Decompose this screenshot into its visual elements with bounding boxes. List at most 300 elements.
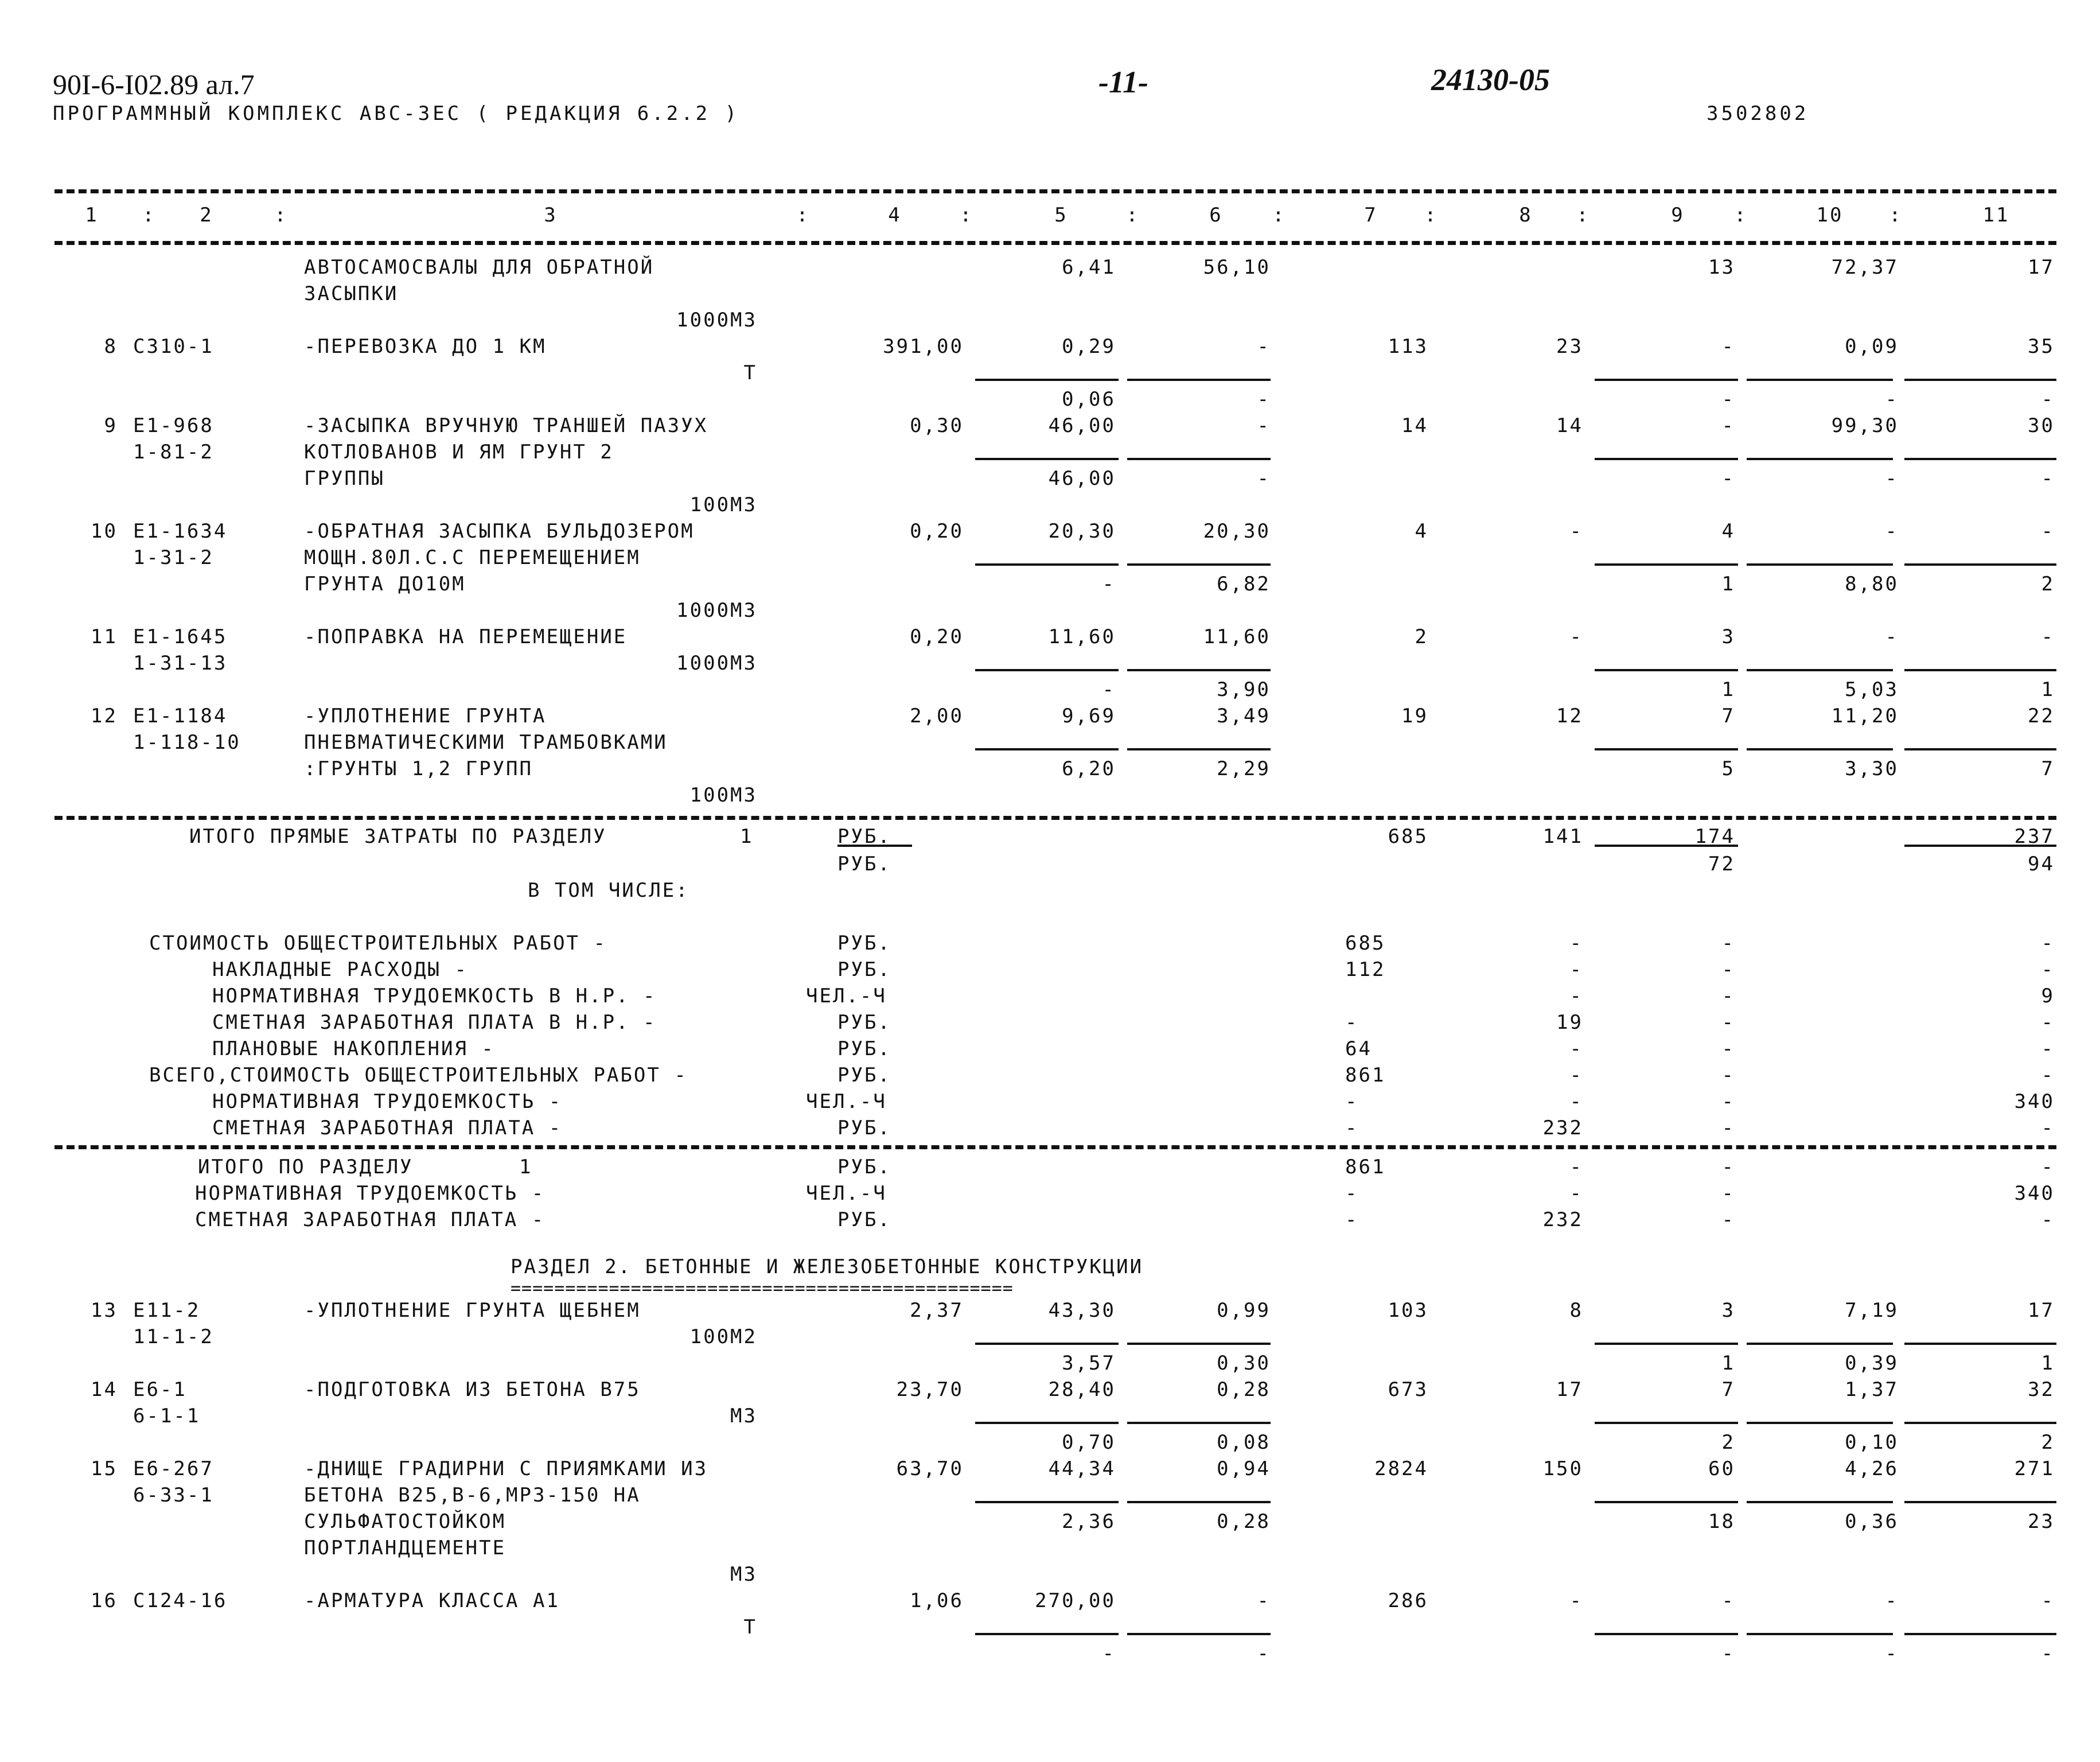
row-c7: 2824 <box>1374 1457 1428 1480</box>
row-c4: 1,06 <box>910 1589 964 1612</box>
column-separator: : <box>274 204 288 227</box>
column-separator: : <box>960 204 973 227</box>
row-c5: 270,00 <box>1035 1589 1116 1612</box>
row-unit: 100М3 <box>689 493 757 516</box>
row-c6: - <box>1257 335 1271 358</box>
row-c2: Е1-968 <box>133 414 214 437</box>
row-c1: 9 <box>104 414 118 437</box>
section-total-unit: РУБ. <box>837 1208 891 1231</box>
row-unit: 100М2 <box>689 1325 757 1348</box>
row-c9: 1 <box>1721 678 1735 701</box>
value-underline-1 <box>1127 1501 1271 1503</box>
breakdown-c7: - <box>1345 1090 1359 1113</box>
row-c5: 46,00 <box>1048 467 1116 490</box>
breakdown-c11: 340 <box>2014 1090 2055 1113</box>
breakdown-label: ВСЕГО,СТОИМОСТЬ ОБЩЕСТРОИТЕЛЬНЫХ РАБОТ - <box>149 1064 688 1087</box>
row-c8: 150 <box>1542 1457 1583 1480</box>
breakdown-unit: РУБ. <box>837 932 891 955</box>
column-header-2: 2 <box>200 204 213 227</box>
row-unit: Т <box>743 1616 757 1639</box>
section-total-c8: - <box>1569 1182 1583 1205</box>
row-c10: - <box>1885 520 1899 543</box>
row-c8: - <box>1569 1589 1583 1612</box>
row-unit: 100М3 <box>689 784 757 807</box>
row-c9: 1 <box>1721 1352 1735 1375</box>
row-c7: 673 <box>1388 1378 1428 1401</box>
row-c9: - <box>1721 1589 1735 1612</box>
section-total-label: СМЕТНАЯ ЗАРАБОТНАЯ ПЛАТА - <box>195 1208 546 1231</box>
row-c8: 8 <box>1569 1299 1583 1322</box>
section-2-title: РАЗДЕЛ 2. БЕТОННЫЕ И ЖЕЛЕЗОБЕТОННЫЕ КОНСТРУКЦИИ <box>511 1255 1144 1278</box>
row-c11: - <box>2041 388 2055 411</box>
row-c8: 14 <box>1556 414 1583 437</box>
row-unit: 1000М3 <box>676 599 757 622</box>
row-c6: 0,28 <box>1217 1510 1271 1533</box>
row-c3-description: -УПЛОТНЕНИЕ ГРУНТА ЩЕБНЕМ <box>304 1299 641 1322</box>
row-c8: - <box>1569 520 1583 543</box>
column-separator: : <box>1126 204 1140 227</box>
breakdown-c9: - <box>1721 1064 1735 1087</box>
row-c3-description: ГРУППЫ <box>304 467 385 490</box>
row-c10: 72,37 <box>1831 256 1899 279</box>
breakdown-c8: - <box>1569 932 1583 955</box>
breakdown-c7: - <box>1345 1011 1359 1034</box>
breakdown-unit: РУБ. <box>837 1011 891 1034</box>
row-c5: 6,41 <box>1062 256 1116 279</box>
section-total-unit: РУБ. <box>837 1156 891 1178</box>
row-c10: 3,30 <box>1845 757 1899 780</box>
row-c4: 0,20 <box>910 520 964 543</box>
row-c11: 17 <box>2028 256 2055 279</box>
row-unit: 1000М3 <box>676 652 757 675</box>
section-total-c7: 861 <box>1345 1156 1386 1178</box>
row-c4: 0,30 <box>910 414 964 437</box>
row-c3-description: ЗАСЫПКИ <box>304 282 399 305</box>
row-c10: 0,39 <box>1845 1352 1899 1375</box>
row-c10: - <box>1885 625 1899 648</box>
section-total-c9: - <box>1721 1208 1735 1231</box>
row-c10: 7,19 <box>1845 1299 1899 1322</box>
row-c11: 1 <box>2041 678 2055 701</box>
header-rule-bottom <box>54 241 2056 245</box>
row-c2: 1-31-13 <box>133 652 228 675</box>
breakdown-unit: ЧЕЛ.-Ч <box>806 985 887 1008</box>
breakdown-unit: РУБ. <box>837 1064 891 1087</box>
row-c11: 271 <box>2014 1457 2055 1480</box>
row-c10: 99,30 <box>1831 414 1899 437</box>
row-c11: - <box>2041 625 2055 648</box>
row-c11: 2 <box>2041 573 2055 596</box>
row-unit: М3 <box>730 1563 757 1586</box>
row-c9: 3 <box>1721 625 1735 648</box>
row-c9: 60 <box>1708 1457 1735 1480</box>
row-c9: - <box>1721 335 1735 358</box>
column-header-3: 3 <box>544 204 558 227</box>
row-unit: М3 <box>730 1405 757 1428</box>
row-c8: 12 <box>1556 705 1583 728</box>
value-underline-4 <box>1904 1343 2056 1345</box>
breakdown-c9: - <box>1721 1117 1735 1139</box>
row-c1: 8 <box>104 335 118 358</box>
row-c5: 44,34 <box>1048 1457 1116 1480</box>
value-underline-0 <box>975 669 1119 671</box>
value-underline-3 <box>1747 1501 1893 1503</box>
breakdown-c9: - <box>1721 958 1735 981</box>
row-c2: 1-118-10 <box>133 731 241 754</box>
row-c4: 2,00 <box>910 705 964 728</box>
total-underline <box>1904 845 2056 847</box>
row-c5: - <box>1102 1642 1116 1665</box>
value-underline-0 <box>975 1343 1119 1345</box>
row-c3-description: ГРУНТА ДО10М <box>304 573 466 596</box>
section-total-label: ИТОГО ПО РАЗДЕЛУ <box>198 1156 414 1178</box>
row-c6: 0,28 <box>1217 1378 1271 1401</box>
breakdown-c7: 685 <box>1345 932 1386 955</box>
row-c3-description: СУЛЬФАТОСТОЙКОМ <box>304 1510 507 1533</box>
row-c2: Е1-1184 <box>133 705 228 728</box>
row-unit: 1000М3 <box>676 309 757 332</box>
row-c1: 12 <box>91 705 118 728</box>
breakdown-label: СМЕТНАЯ ЗАРАБОТНАЯ ПЛАТА - <box>212 1117 563 1139</box>
row-c5: 11,60 <box>1048 625 1116 648</box>
row-c4: 2,37 <box>910 1299 964 1322</box>
row-c10: - <box>1885 388 1899 411</box>
column-separator: : <box>142 204 156 227</box>
column-header-9: 9 <box>1671 204 1685 227</box>
section-total-c8: 232 <box>1542 1208 1583 1231</box>
row-c6: 0,94 <box>1217 1457 1271 1480</box>
row-c6: - <box>1257 1642 1271 1665</box>
row-c7: 4 <box>1415 520 1428 543</box>
breakdown-unit: РУБ. <box>837 1037 891 1060</box>
column-header-10: 10 <box>1816 204 1844 227</box>
column-separator: : <box>1576 204 1590 227</box>
row-c2: Е1-1645 <box>133 625 228 648</box>
breakdown-unit: РУБ. <box>837 1117 891 1139</box>
column-header-11: 11 <box>1982 204 2010 227</box>
row-unit: Т <box>743 361 757 384</box>
row-c3-description: -УПЛОТНЕНИЕ ГРУНТА <box>304 705 547 728</box>
breakdown-c9: - <box>1721 985 1735 1008</box>
value-underline-1 <box>1127 563 1271 566</box>
row-c9: 3 <box>1721 1299 1735 1322</box>
section-total-c7: - <box>1345 1208 1359 1231</box>
row-c7: 14 <box>1401 414 1428 437</box>
column-separator: : <box>1734 204 1748 227</box>
row-c10: 8,80 <box>1845 573 1899 596</box>
column-separator: : <box>1424 204 1438 227</box>
row-c6: - <box>1257 467 1271 490</box>
breakdown-c8: - <box>1569 1064 1583 1087</box>
value-underline-3 <box>1747 563 1893 566</box>
breakdown-c8: - <box>1569 958 1583 981</box>
column-separator: : <box>1889 204 1903 227</box>
row-c6: 3,49 <box>1217 705 1271 728</box>
column-header-7: 7 <box>1364 204 1378 227</box>
document-number: 24130-05 <box>1431 63 1550 97</box>
breakdown-c7: - <box>1345 1117 1359 1139</box>
row-c9: 2 <box>1721 1431 1735 1454</box>
row-c11: 1 <box>2041 1352 2055 1375</box>
row-c11: 22 <box>2028 705 2055 728</box>
row-c4: 63,70 <box>896 1457 964 1480</box>
section-total-c7: - <box>1345 1182 1359 1205</box>
row-c5: 6,20 <box>1062 757 1116 780</box>
breakdown-label: СМЕТНАЯ ЗАРАБОТНАЯ ПЛАТА В Н.Р. - <box>212 1011 657 1034</box>
row-c3-description: -ДНИЩЕ ГРАДИРНИ С ПРИЯМКАМИ ИЗ <box>304 1457 708 1480</box>
row-c5: 2,36 <box>1062 1510 1116 1533</box>
breakdown-unit: ЧЕЛ.-Ч <box>806 1090 887 1113</box>
value-underline-2 <box>1595 1422 1738 1424</box>
breakdown-c9: - <box>1721 932 1735 955</box>
value-underline-2 <box>1595 748 1738 750</box>
breakdown-c9: - <box>1721 1090 1735 1113</box>
value-underline-0 <box>975 1501 1119 1503</box>
value-underline-0 <box>975 458 1119 460</box>
total-c11: 237 <box>2014 825 2055 848</box>
row-c7: 2 <box>1415 625 1428 648</box>
row-c9: - <box>1721 467 1735 490</box>
row-c6: - <box>1257 388 1271 411</box>
row-c1: 16 <box>91 1589 118 1612</box>
column-header-1: 1 <box>85 204 99 227</box>
section-total-label: НОРМАТИВНАЯ ТРУДОЕМКОСТЬ - <box>195 1182 546 1205</box>
row-c3-description: -ОБРАТНАЯ ЗАСЫПКА БУЛЬДОЗЕРОМ <box>304 520 695 543</box>
page-number: -11- <box>1098 65 1148 99</box>
value-underline-2 <box>1595 458 1738 460</box>
row-c7: 113 <box>1388 335 1428 358</box>
row-c5: 9,69 <box>1062 705 1116 728</box>
row-c5: - <box>1102 678 1116 701</box>
row-c10: 1,37 <box>1845 1378 1899 1401</box>
value-underline-2 <box>1595 1501 1738 1503</box>
row-c1: 15 <box>91 1457 118 1480</box>
section-total-c11: 340 <box>2014 1182 2055 1205</box>
row-c7: 286 <box>1388 1589 1428 1612</box>
row-c6: 3,90 <box>1217 678 1271 701</box>
breakdown-c8: 232 <box>1542 1117 1583 1139</box>
row-c9: 5 <box>1721 757 1735 780</box>
row-c3-description: :ГРУНТЫ 1,2 ГРУПП <box>304 757 533 780</box>
row-c3-description: -ЗАСЫПКА ВРУЧНУЮ ТРАНШЕЙ ПАЗУХ <box>304 414 708 437</box>
value-underline-4 <box>1904 458 2056 460</box>
row-c11: 2 <box>2041 1431 2055 1454</box>
total-c8: 141 <box>1542 825 1583 848</box>
column-separator: : <box>796 204 810 227</box>
breakdown-c11: - <box>2041 1011 2055 1034</box>
row-c8: 23 <box>1556 335 1583 358</box>
total-c11-2: 94 <box>2028 853 2055 876</box>
row-c6: 6,82 <box>1217 573 1271 596</box>
including-label: В ТОМ ЧИСЛЕ: <box>528 879 689 902</box>
value-underline-4 <box>1904 748 2056 750</box>
row-c3-description: ПОРТЛАНДЦЕМЕНТЕ <box>304 1537 507 1559</box>
row-c2: Е6-267 <box>133 1457 214 1480</box>
row-c5: 20,30 <box>1048 520 1116 543</box>
row-c9: - <box>1721 414 1735 437</box>
total-c9: 174 <box>1694 825 1735 848</box>
breakdown-c11: - <box>2041 1037 2055 1060</box>
column-header-5: 5 <box>1054 204 1068 227</box>
row-c3-description: ПНЕВМАТИЧЕСКИМИ ТРАМБОВКАМИ <box>304 731 668 754</box>
value-underline-1 <box>1127 379 1271 381</box>
row-c2: 1-31-2 <box>133 546 214 569</box>
row-c8: - <box>1569 625 1583 648</box>
breakdown-c8: - <box>1569 985 1583 1008</box>
row-c11: - <box>2041 1589 2055 1612</box>
row-c5: 0,70 <box>1062 1431 1116 1454</box>
totals-rule <box>54 816 2056 820</box>
breakdown-c11: - <box>2041 1064 2055 1087</box>
breakdown-c8: - <box>1569 1090 1583 1113</box>
row-c2: Е6-1 <box>133 1378 187 1401</box>
row-c1: 11 <box>91 625 118 648</box>
row-c9: 13 <box>1708 256 1735 279</box>
column-header-6: 6 <box>1209 204 1223 227</box>
section-total-unit: ЧЕЛ.-Ч <box>806 1182 887 1205</box>
value-underline-2 <box>1595 1633 1738 1635</box>
document-code: 90I-6-I02.89 ал.7 <box>53 68 255 100</box>
breakdown-c9: - <box>1721 1011 1735 1034</box>
row-c6: 2,29 <box>1217 757 1271 780</box>
value-underline-2 <box>1595 669 1738 671</box>
value-underline-2 <box>1595 563 1738 566</box>
total-underline <box>837 845 912 847</box>
value-underline-0 <box>975 748 1119 750</box>
column-header-4: 4 <box>888 204 902 227</box>
row-c2: 1-81-2 <box>133 441 214 464</box>
row-c9: - <box>1721 1642 1735 1665</box>
row-c9: 7 <box>1721 1378 1735 1401</box>
row-c11: 30 <box>2028 414 2055 437</box>
row-c10: 0,36 <box>1845 1510 1899 1533</box>
column-separator: : <box>1272 204 1286 227</box>
row-c2: 11-1-2 <box>133 1325 214 1348</box>
row-c11: 17 <box>2028 1299 2055 1322</box>
section-total-c9: - <box>1721 1182 1735 1205</box>
row-c6: - <box>1257 1589 1271 1612</box>
breakdown-c11: - <box>2041 958 2055 981</box>
value-underline-3 <box>1747 1633 1893 1635</box>
total-c7: 685 <box>1388 825 1428 848</box>
row-c1: 14 <box>91 1378 118 1401</box>
value-underline-3 <box>1747 1422 1893 1424</box>
total-unit: РУБ. <box>837 825 891 848</box>
row-c3-description: АВТОСАМОСВАЛЫ ДЛЯ ОБРАТНОЙ <box>304 256 654 279</box>
breakdown-c7: 112 <box>1345 958 1386 981</box>
total-direct-costs-label: ИТОГО ПРЯМЫЕ ЗАТРАТЫ ПО РАЗДЕЛУ <box>189 825 607 848</box>
row-c5: 43,30 <box>1048 1299 1116 1322</box>
value-underline-4 <box>1904 1633 2056 1635</box>
row-c5: 28,40 <box>1048 1378 1116 1401</box>
row-c2: 6-33-1 <box>133 1484 214 1507</box>
header-rule-top <box>54 189 2056 193</box>
row-c3-description: -ПЕРЕВОЗКА ДО 1 КМ <box>304 335 547 358</box>
row-c4: 0,20 <box>910 625 964 648</box>
row-c6: 20,30 <box>1203 520 1271 543</box>
row-c11: 35 <box>2028 335 2055 358</box>
section-total-c9: - <box>1721 1156 1735 1178</box>
row-c2: 6-1-1 <box>133 1405 201 1428</box>
breakdown-c11: - <box>2041 1117 2055 1139</box>
row-c2: С310-1 <box>133 335 214 358</box>
value-underline-1 <box>1127 748 1271 750</box>
row-c2: Е11-2 <box>133 1299 201 1322</box>
row-c11: 23 <box>2028 1510 2055 1533</box>
row-c9: 1 <box>1721 573 1735 596</box>
row-c11: - <box>2041 1642 2055 1665</box>
row-c1: 10 <box>91 520 118 543</box>
row-c10: 4,26 <box>1845 1457 1899 1480</box>
row-c5: 0,06 <box>1062 388 1116 411</box>
row-c1: 13 <box>91 1299 118 1322</box>
row-c10: 0,10 <box>1845 1431 1899 1454</box>
breakdown-label: НАКЛАДНЫЕ РАСХОДЫ - <box>212 958 468 981</box>
row-c6: 0,99 <box>1217 1299 1271 1322</box>
row-c3-description: -ПОПРАВКА НА ПЕРЕМЕЩЕНИЕ <box>304 625 628 648</box>
value-underline-4 <box>1904 379 2056 381</box>
row-c3-description: МОЩН.80Л.С.С ПЕРЕМЕЩЕНИЕМ <box>304 546 641 569</box>
row-c10: - <box>1885 467 1899 490</box>
row-c6: 11,60 <box>1203 625 1271 648</box>
row-c5: 3,57 <box>1062 1352 1116 1375</box>
program-title: ПРОГРАММНЫЙ КОМПЛЕКС АВС-3ЕС ( РЕДАКЦИЯ 6.2.2 ) <box>53 102 740 125</box>
value-underline-3 <box>1747 458 1893 460</box>
row-c4: 23,70 <box>896 1378 964 1401</box>
row-c2: Е1-1634 <box>133 520 228 543</box>
value-underline-1 <box>1127 458 1271 460</box>
row-c3-description: -АРМАТУРА КЛАССА А1 <box>304 1589 560 1612</box>
row-c5: - <box>1102 573 1116 596</box>
row-c3-description: БЕТОНА В25,В-6,МРЗ-150 НА <box>304 1484 641 1507</box>
value-underline-0 <box>975 563 1119 566</box>
row-c9: 18 <box>1708 1510 1735 1533</box>
row-c6: 0,30 <box>1217 1352 1271 1375</box>
value-underline-2 <box>1595 379 1738 381</box>
row-c3-description: КОТЛОВАНОВ И ЯМ ГРУНТ 2 <box>304 441 614 464</box>
breakdown-c8: - <box>1569 1037 1583 1060</box>
breakdown-c11: - <box>2041 932 2055 955</box>
breakdown-label: НОРМАТИВНАЯ ТРУДОЕМКОСТЬ В Н.Р. - <box>212 985 657 1008</box>
row-c6: 0,08 <box>1217 1431 1271 1454</box>
value-underline-4 <box>1904 1422 2056 1424</box>
row-c2: С124-16 <box>133 1589 228 1612</box>
value-underline-0 <box>975 1422 1119 1424</box>
section-total-rule <box>54 1145 2056 1149</box>
total-underline <box>1595 845 1738 847</box>
total-section-number: 1 <box>740 825 754 848</box>
breakdown-c7: 861 <box>1345 1064 1386 1087</box>
value-underline-4 <box>1904 563 2056 566</box>
row-c9: 4 <box>1721 520 1735 543</box>
value-underline-4 <box>1904 669 2056 671</box>
value-underline-3 <box>1747 669 1893 671</box>
row-c9: - <box>1721 388 1735 411</box>
row-c11: 7 <box>2041 757 2055 780</box>
breakdown-c8: 19 <box>1556 1011 1583 1034</box>
row-c11: - <box>2041 467 2055 490</box>
breakdown-c11: 9 <box>2041 985 2055 1008</box>
row-c8: 17 <box>1556 1378 1583 1401</box>
section-total-c8: - <box>1569 1156 1583 1178</box>
row-c7: 19 <box>1401 705 1428 728</box>
breakdown-label: НОРМАТИВНАЯ ТРУДОЕМКОСТЬ - <box>212 1090 563 1113</box>
value-underline-4 <box>1904 1501 2056 1503</box>
row-c10: - <box>1885 1642 1899 1665</box>
row-c10: 5,03 <box>1845 678 1899 701</box>
row-c4: 391,00 <box>883 335 964 358</box>
row-c10: - <box>1885 1589 1899 1612</box>
